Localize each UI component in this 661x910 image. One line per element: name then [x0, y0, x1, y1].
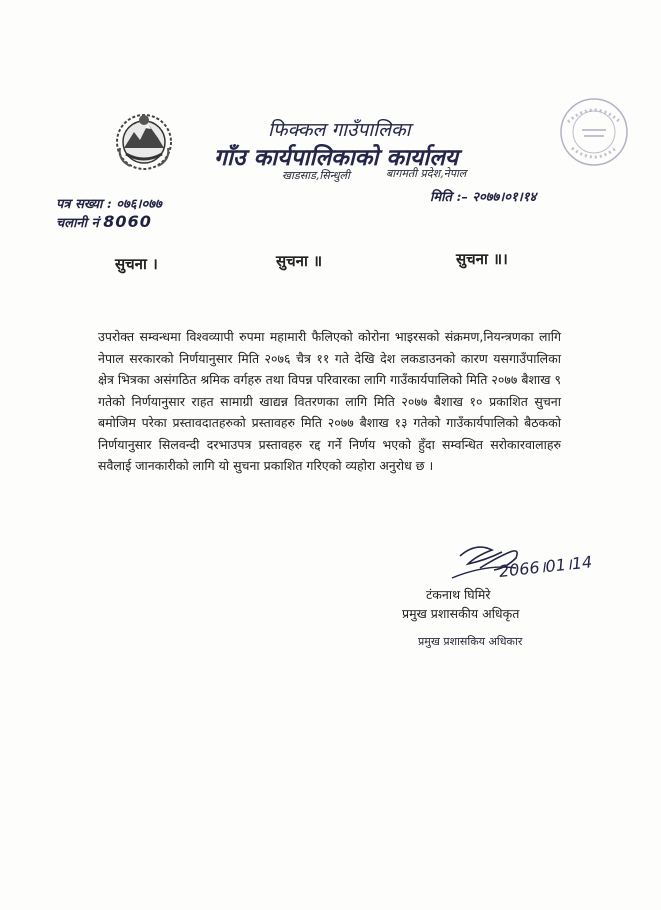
office-address-district: खाडसाड,सिन्धुली	[282, 169, 350, 182]
office-name: फिक्कल गाउँपालिका	[268, 119, 411, 141]
dispatch-line	[56, 212, 152, 231]
notice-heading-1: सुचना ।	[115, 255, 158, 273]
notice-heading-3: सुचना ॥।	[456, 250, 508, 268]
office-seal-icon	[554, 92, 632, 182]
notice-heading-2: सुचना ॥	[276, 252, 323, 270]
signatory-title: प्रमुख प्रशासकीय अधिकृत	[402, 606, 520, 621]
office-address-province: बागमती प्रदेश,नेपाल	[386, 167, 467, 180]
designation-stamp: प्रमुख प्रशासकिय अधिकार	[418, 635, 523, 648]
signature-date: 2066।01।14	[498, 552, 594, 581]
letter-date	[430, 187, 536, 205]
office-title: गाँउ कार्यपालिकाको कार्यालय	[214, 144, 459, 171]
signatory-name: टंकनाथ घिमिरे	[426, 587, 491, 602]
reference-number: पत्र सख्या : ०७६।०७७	[56, 197, 162, 212]
nepal-emblem-icon	[112, 108, 176, 172]
date-value: २०७७।०१।१४	[472, 190, 537, 205]
date-label: मिति :–	[430, 190, 468, 205]
dispatch-number: 8060	[103, 212, 152, 231]
notice-body: उपरोक्त सम्वन्धमा विश्वव्यापी रुपमा महामारी फैलिएको कोरोना भाइरसको संक्रमण,नियन्त्रणका लागि नेपाल सरकारको निर्णयानुसार मिति २०७६ चैत्र ११ गते देखि देश लकडाउनको कारण यसगाउँपालिका क्षेत्र भित्रका असंगठित श्रमिक वर्गहरु तथा विपन्न परिवारका लागि गाउँकार्यपालिको मिति २०७७ बैशाख ९ गतेको निर्णयानुसार राहत सामाग्री खाद्यन्न वितरणका लागि मिति २०७७ बैशाख १० प्रकाशित सुचना बमोजिम परेका प्रस्तावदातहरुको प्रस्तावहरु मिति २०७७ बैशाख १३ गतेको गाउँकार्यपालिको बैठकको निर्णयानुसार सिलवन्दी दरभाउपत्र प्रस्तावहरु रद्द गर्ने निर्णय भएको हुँदा सम्वन्धित सरोकारवालाहरु सवैलाई जानकारीको लागि यो सुचना प्रकाशित गरिएको व्यहोरा अनुरोध छ ।	[98, 329, 561, 473]
dispatch-label: चलानी नं	[56, 216, 99, 231]
